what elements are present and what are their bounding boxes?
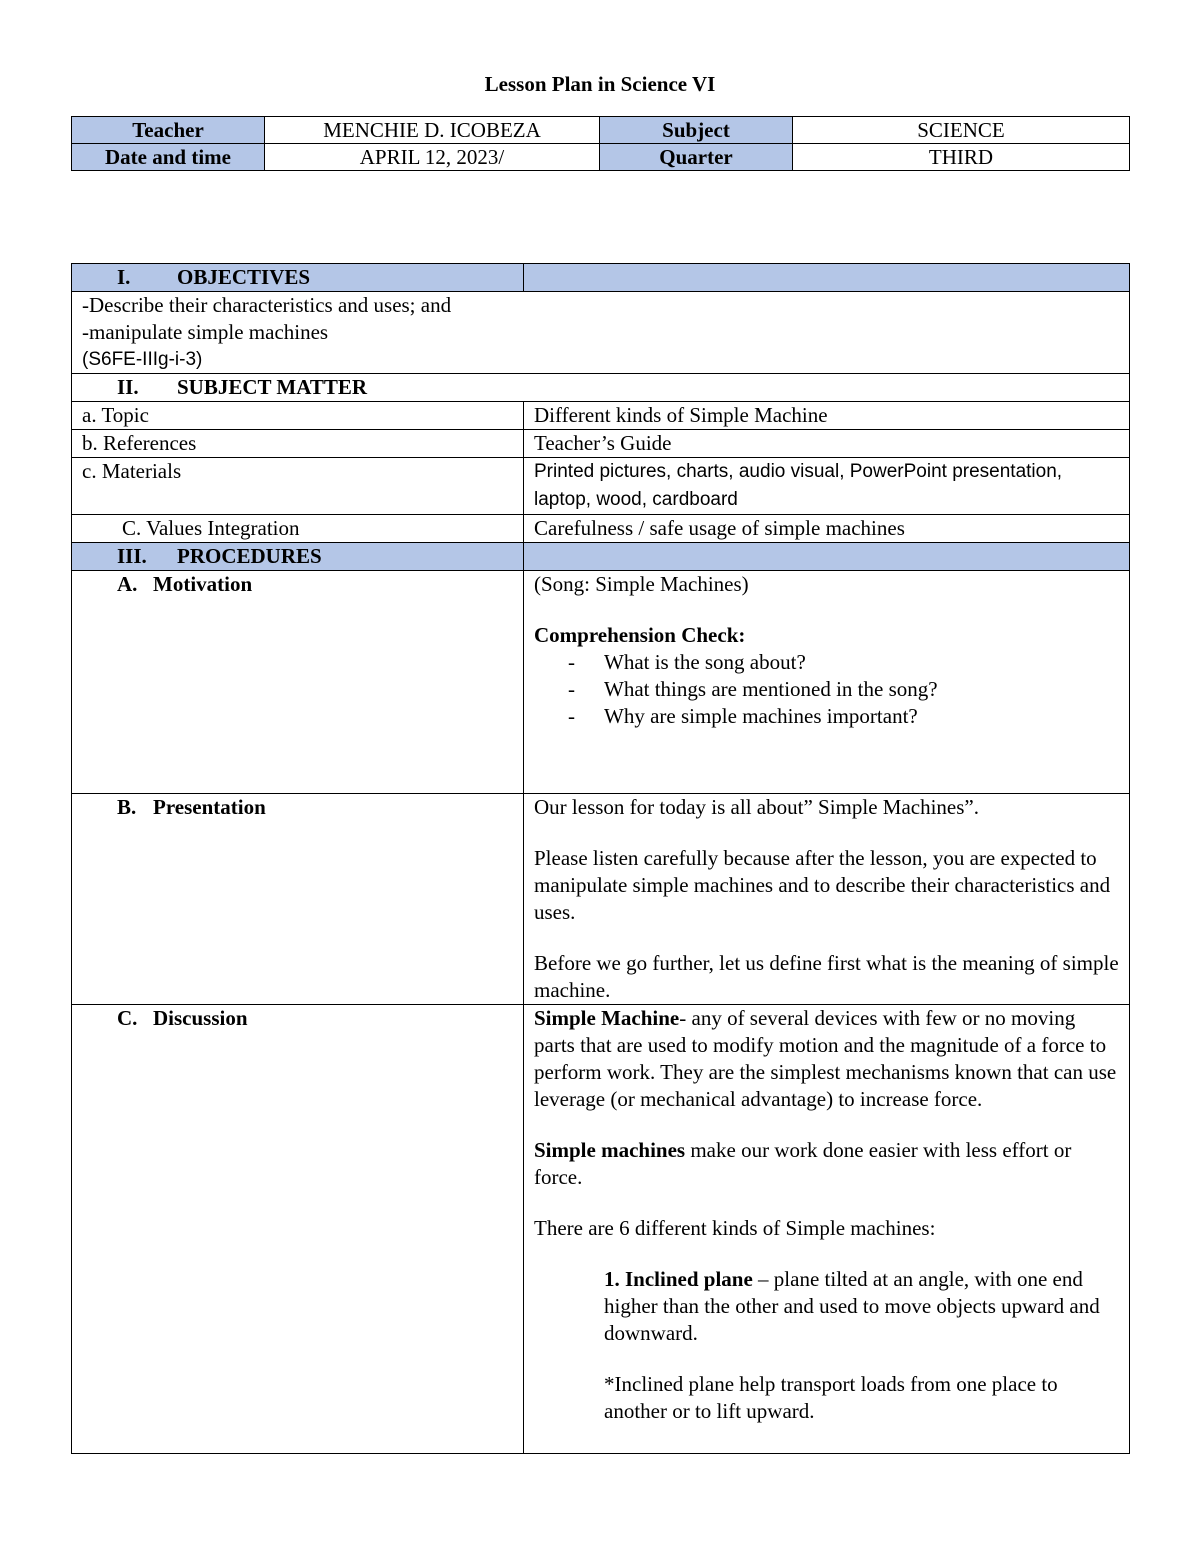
presentation-paragraph-3: Before we go further, let us define first what is the meaning of simple machine. (534, 951, 1119, 1002)
quarter-label: Quarter (600, 144, 793, 171)
references-label: b. References (72, 430, 524, 458)
subject-matter-header-row (72, 374, 1130, 402)
presentation-paragraph-2: Please listen carefully because after the lesson, you are expected to manipulate simple machines and to describe their characteristics and uses. (534, 846, 1111, 924)
definition-text: - any of several devices with few or no moving parts that are used to modify motion and the magnitude of a force to perform work. They are the simplest mechanisms known that can use leverage (or mechanical advantage) to increase force. (534, 1006, 1117, 1111)
subject-matter-num: II. (117, 375, 139, 399)
comprehension-questions (534, 649, 1119, 730)
question-item: - Why are simple machines important? (534, 703, 1119, 730)
inclined-plane-note: *Inclined plane help transport loads from one place to another or to lift upward. (604, 1372, 1058, 1423)
inclined-plane-item (534, 1266, 1119, 1347)
motivation-letter: A. (117, 572, 138, 596)
purpose-text: make our work done easier with less effort or force. (534, 1138, 1072, 1189)
discussion-label: Discussion (153, 1006, 248, 1030)
lesson-table (71, 263, 1130, 1454)
topic-row (72, 402, 1130, 430)
discussion-label-cell (72, 1005, 524, 1454)
simple-machine-definition (534, 1005, 1119, 1113)
purpose-term: Simple machines (534, 1138, 686, 1162)
topic-value: Different kinds of Simple Machine (524, 402, 1130, 430)
info-row-teacher (72, 117, 1130, 144)
comprehension-check-heading: Comprehension Check: (534, 623, 746, 647)
presentation-content (524, 794, 1130, 1005)
subject-value: SCIENCE (793, 117, 1130, 144)
motivation-label-cell (72, 571, 524, 794)
values-label: C. Values Integration (72, 515, 524, 543)
presentation-letter: B. (117, 795, 137, 819)
procedures-num: III. (117, 544, 147, 568)
materials-value: Printed pictures, charts, audio visual, PowerPoint presentation, laptop, wood, cardboard (524, 458, 1130, 515)
date-value: APRIL 12, 2023/ (265, 144, 600, 171)
procedures-header-blank (524, 543, 1130, 571)
procedures-title: PROCEDURES (177, 544, 322, 568)
procedures-header-row (72, 543, 1130, 571)
discussion-letter: C. (117, 1006, 138, 1030)
objective-code: (S6FE-IIIg-i-3) (82, 349, 203, 370)
subject-matter-heading (72, 374, 1130, 402)
date-label: Date and time (72, 144, 265, 171)
inclined-plane-term: 1. Inclined plane (604, 1267, 753, 1291)
question-item: - What is the song about? (534, 649, 1119, 676)
presentation-label: Presentation (153, 795, 266, 819)
kinds-intro: There are 6 different kinds of Simple machines: (534, 1216, 936, 1240)
objective-line-2: -manipulate simple machines (82, 320, 329, 344)
objectives-row (72, 292, 1130, 374)
objectives-cell (72, 292, 1130, 374)
discussion-content (524, 1005, 1130, 1454)
teacher-value: MENCHIE D. ICOBEZA (265, 117, 600, 144)
page-title: Lesson Plan in Science VI (484, 72, 716, 96)
simple-machines-purpose (534, 1137, 1119, 1191)
materials-row (72, 458, 1130, 515)
question-item: - What things are mentioned in the song? (534, 676, 1119, 703)
procedures-heading (72, 543, 524, 571)
objectives-num: I. (117, 265, 131, 289)
motivation-label: Motivation (153, 572, 253, 596)
motivation-row (72, 571, 1130, 794)
definition-term: Simple Machine (534, 1006, 680, 1030)
objectives-heading (72, 264, 524, 292)
subject-matter-title: SUBJECT MATTER (177, 375, 368, 399)
references-row (72, 430, 1130, 458)
objectives-header-blank (524, 264, 1130, 292)
objectives-title: OBJECTIVES (177, 265, 311, 289)
values-row (72, 515, 1130, 543)
presentation-label-cell (72, 794, 524, 1005)
quarter-value: THIRD (793, 144, 1130, 171)
values-value: Carefulness / safe usage of simple machines (524, 515, 1130, 543)
references-value: Teacher’s Guide (524, 430, 1130, 458)
discussion-row (72, 1005, 1130, 1454)
topic-label: a. Topic (72, 402, 524, 430)
presentation-row (72, 794, 1130, 1005)
presentation-paragraph-1: Our lesson for today is all about” Simple Machines”. (534, 795, 979, 819)
materials-label: c. Materials (72, 458, 524, 515)
objective-line-1: -Describe their characteristics and uses; and (82, 293, 452, 317)
subject-label: Subject (600, 117, 793, 144)
inclined-plane-text: – plane tilted at an angle, with one end higher than the other and used to move objects upward and downward. (604, 1267, 1100, 1345)
motivation-content (524, 571, 1130, 794)
teacher-label: Teacher (72, 117, 265, 144)
info-table (71, 116, 1130, 171)
info-row-date (72, 144, 1130, 171)
objectives-header-row (72, 264, 1130, 292)
motivation-song: (Song: Simple Machines) (534, 572, 749, 596)
